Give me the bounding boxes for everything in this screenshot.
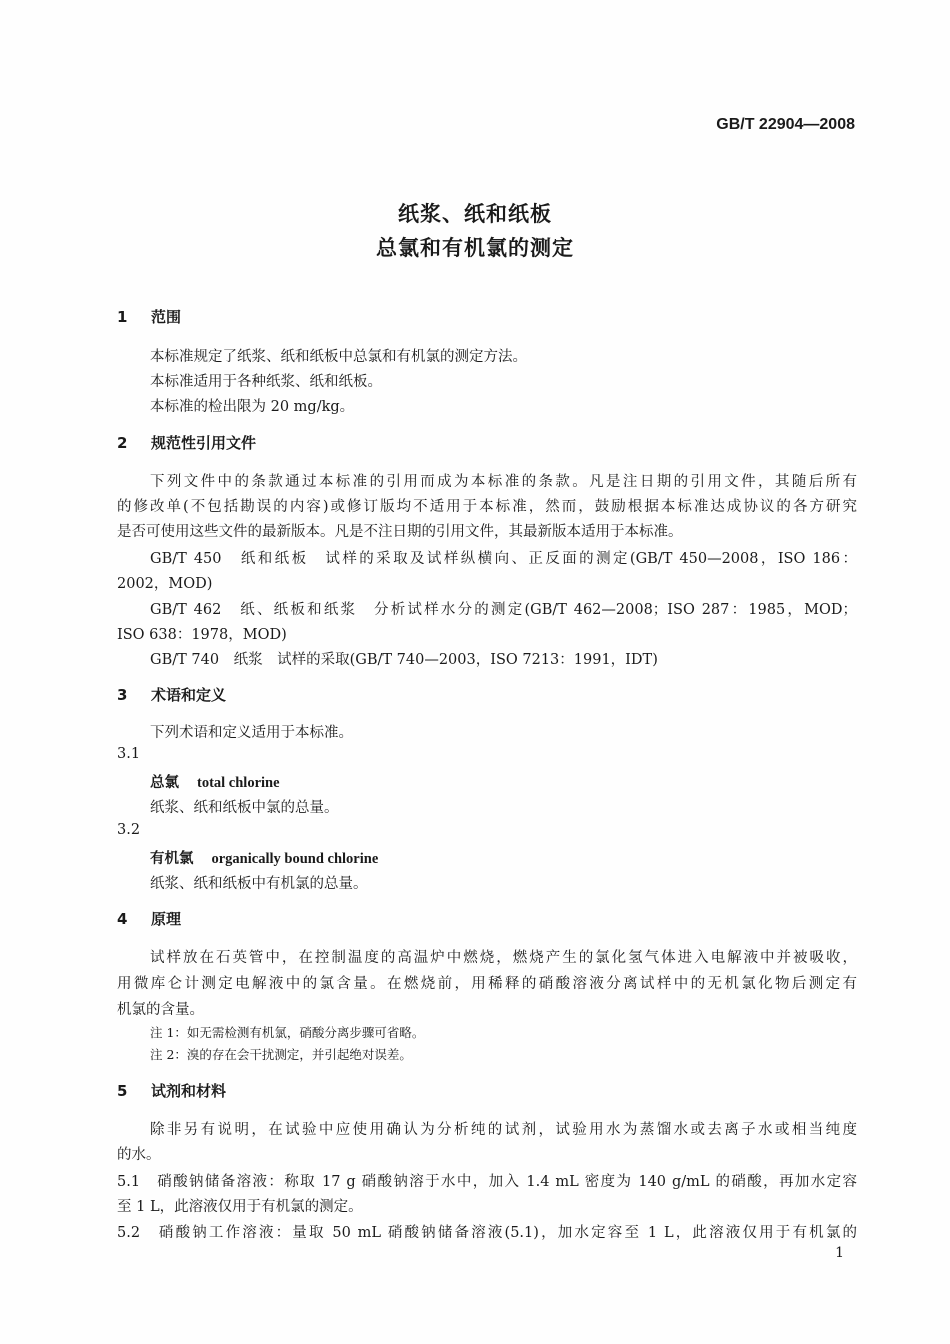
term-entry bbox=[150, 847, 378, 868]
term-english: organically bound chlorine bbox=[211, 851, 379, 867]
section-title: 术语和定义 bbox=[151, 686, 227, 704]
section-number: 3 bbox=[117, 686, 128, 704]
paragraph-line: 试样放在石英管中，在控制温度的高温炉中燃烧，燃烧产生的氯化氢气体进入电解液中并被吸收， bbox=[150, 950, 857, 966]
reference-line: GB/T 462 纸、纸板和纸浆 分析试样水分的测定(GB/T 462—2008；ISO 287：1985，MOD； bbox=[150, 602, 857, 618]
reference-line: ISO 638：1978，MOD) bbox=[117, 627, 287, 643]
paragraph: 本标准规定了纸浆、纸和纸板中总氯和有机氯的测定方法。 bbox=[150, 349, 527, 365]
term-english: total chlorine bbox=[197, 775, 280, 791]
subsection-5-1-line: 5.1 硝酸钠储备溶液：称取 17 g 硝酸钠溶于水中，加入 1.4 mL 密度为 140 g/mL 的硝酸，再加水定容 bbox=[117, 1174, 857, 1190]
paragraph-line: 的修改单(不包括勘误的内容)或修订版均不适用于本标准，然而，鼓励根据本标准达成协议的各方研究 bbox=[117, 499, 857, 515]
note: 注 1：如无需检测有机氯，硝酸分离步骤可省略。 bbox=[150, 1025, 425, 1040]
subsection-5-1-line: 至 1 L，此溶液仅用于有机氯的测定。 bbox=[117, 1199, 363, 1215]
term-number: 3.1 bbox=[117, 746, 141, 762]
paragraph: 下列术语和定义适用于本标准。 bbox=[150, 725, 353, 741]
section-5-heading bbox=[117, 1080, 226, 1101]
reference-line: GB/T 740 纸浆 试样的采取(GB/T 740—2003，ISO 7213：1991，IDT) bbox=[150, 652, 658, 668]
paragraph-line: 用微库仑计测定电解液中的氯含量。在燃烧前，用稀释的硝酸溶液分离试样中的无机氯化物后测定有 bbox=[117, 976, 857, 992]
section-title: 规范性引用文件 bbox=[151, 434, 257, 452]
paragraph-line: 是否可使用这些文件的最新版本。凡是不注日期的引用文件，其最新版本适用于本标准。 bbox=[117, 524, 683, 540]
note: 注 2：溴的存在会干扰测定，并引起绝对误差。 bbox=[150, 1047, 412, 1062]
section-title: 原理 bbox=[151, 910, 182, 928]
subsection-5-2-line: 5.2 硝酸钠工作溶液：量取 50 mL 硝酸钠储备溶液(5.1)，加水定容至 1 L，此溶液仅用于有机氯的 bbox=[117, 1225, 857, 1241]
paragraph-line: 除非另有说明，在试验中应使用确认为分析纯的试剂，试验用水为蒸馏水或去离子水或相当纯度 bbox=[150, 1122, 857, 1138]
reference-line: 2002，MOD) bbox=[117, 576, 213, 592]
section-number: 4 bbox=[117, 910, 128, 928]
term-definition: 纸浆、纸和纸板中有机氯的总量。 bbox=[150, 876, 368, 892]
term-chinese: 总氯 bbox=[150, 774, 179, 791]
section-title: 范围 bbox=[151, 308, 182, 326]
term-chinese: 有机氯 bbox=[150, 850, 194, 867]
document-title-line1: 纸浆、纸和纸板 bbox=[398, 202, 552, 226]
section-3-heading bbox=[117, 684, 226, 705]
paragraph-line: 下列文件中的条款通过本标准的引用而成为本标准的条款。凡是注日期的引用文件，其随后所有 bbox=[150, 474, 857, 490]
section-number: 5 bbox=[117, 1082, 128, 1100]
section-number: 2 bbox=[117, 434, 128, 452]
reference-line: GB/T 450 纸和纸板 试样的采取及试样纵横向、正反面的测定(GB/T 450—2008，ISO 186： bbox=[150, 551, 857, 567]
standard-code: GB/T 22904—2008 bbox=[716, 116, 855, 133]
paragraph-line: 机氯的含量。 bbox=[117, 1002, 204, 1018]
paragraph: 本标准的检出限为 20 mg/kg。 bbox=[150, 399, 355, 415]
paragraph: 本标准适用于各种纸浆、纸和纸板。 bbox=[150, 374, 382, 390]
page-number: 1 bbox=[835, 1245, 844, 1261]
section-title: 试剂和材料 bbox=[151, 1082, 227, 1100]
section-2-heading bbox=[117, 432, 256, 453]
section-1-heading bbox=[117, 306, 181, 327]
term-number: 3.2 bbox=[117, 822, 141, 838]
section-number: 1 bbox=[117, 308, 128, 326]
section-4-heading bbox=[117, 908, 181, 929]
paragraph-line: 的水。 bbox=[117, 1147, 161, 1163]
document-title-line2: 总氯和有机氯的测定 bbox=[376, 236, 574, 260]
term-definition: 纸浆、纸和纸板中氯的总量。 bbox=[150, 800, 339, 816]
term-entry bbox=[150, 771, 280, 792]
